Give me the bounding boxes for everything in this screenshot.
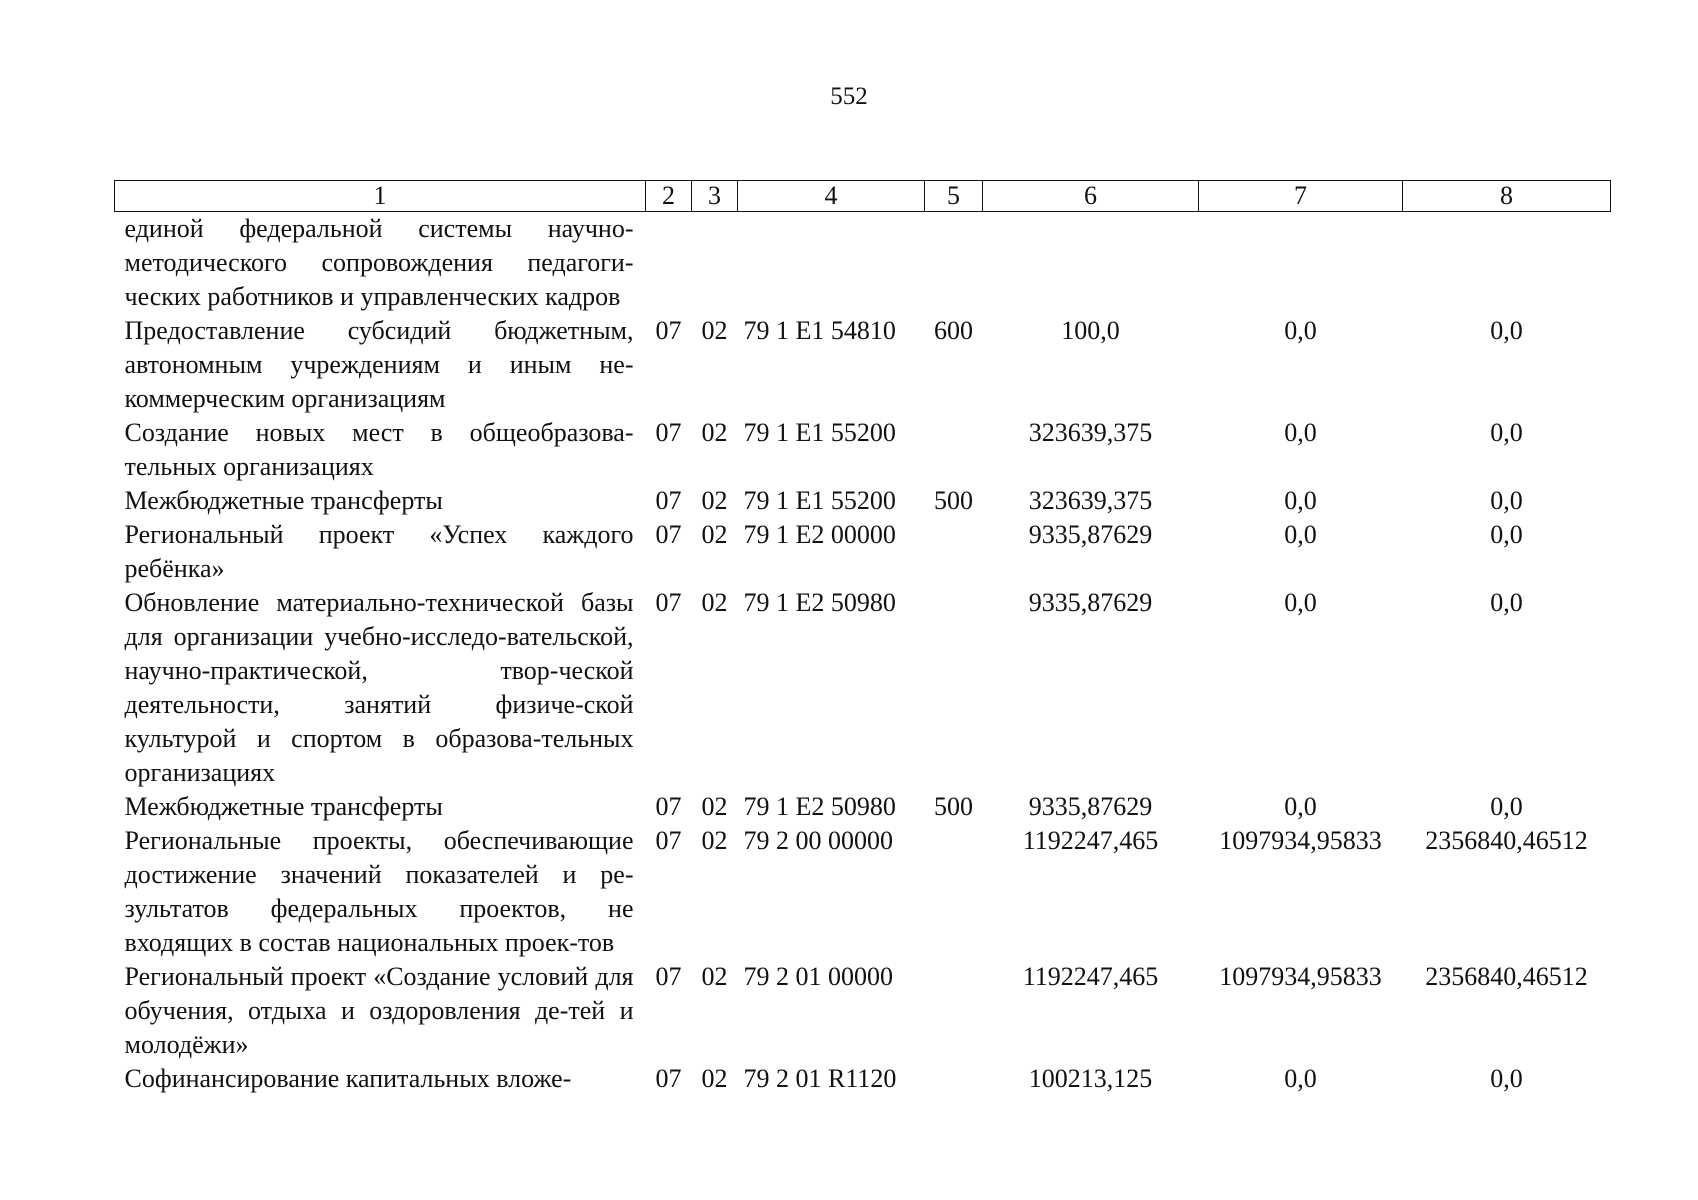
column-header: 1 bbox=[115, 181, 646, 212]
column-header: 3 bbox=[692, 181, 738, 212]
section-code: 07 bbox=[655, 316, 682, 345]
row-name: Создание новых мест в общеобразова-тельных организациях bbox=[124, 418, 634, 481]
section-code: 07 bbox=[655, 792, 682, 821]
subsection-code bbox=[692, 212, 738, 315]
subsection-code: 02 bbox=[701, 588, 728, 617]
expense-type-code: 500 bbox=[934, 792, 973, 821]
amount-col-6: 323639,375 bbox=[1028, 418, 1153, 447]
section-code: 07 bbox=[655, 1064, 682, 1093]
row-name: Обновление материально-технической базы для организации учебно-исследо-вательской, научно-практической, твор-ческой деятельности, занятий физиче-ской культурой и спортом в образова-тельных организациях bbox=[124, 588, 634, 787]
table-row bbox=[115, 212, 1611, 315]
target-article-code: 79 1 E1 55200 bbox=[743, 486, 896, 515]
target-article-code: 79 1 E1 54810 bbox=[743, 316, 896, 345]
expense-type-code bbox=[925, 960, 983, 1062]
subsection-code: 02 bbox=[701, 520, 728, 549]
amount-col-8: 0,0 bbox=[1490, 1064, 1523, 1093]
table-row bbox=[115, 586, 1611, 790]
target-article-code bbox=[738, 212, 925, 315]
row-name: Региональный проект «Создание условий для обучения, отдыха и оздоровления де-тей и молодёжи» bbox=[124, 962, 634, 1059]
subsection-code: 02 bbox=[701, 418, 728, 447]
header-row bbox=[115, 181, 1611, 212]
column-header: 6 bbox=[983, 181, 1199, 212]
section-code: 07 bbox=[655, 520, 682, 549]
amount-col-7: 0,0 bbox=[1284, 520, 1317, 549]
table-row bbox=[115, 824, 1611, 960]
amount-col-6: 9335,87629 bbox=[1028, 792, 1153, 821]
amount-col-6 bbox=[983, 212, 1199, 315]
amount-col-7: 0,0 bbox=[1284, 418, 1317, 447]
amount-col-7: 1097934,95833 bbox=[1219, 962, 1382, 991]
subsection-code: 02 bbox=[701, 1064, 728, 1093]
subsection-code: 02 bbox=[701, 792, 728, 821]
expense-type-code bbox=[925, 1062, 983, 1096]
amount-col-6: 100,0 bbox=[1061, 316, 1120, 345]
amount-col-8: 2356840,46512 bbox=[1425, 826, 1588, 855]
amount-col-7: 0,0 bbox=[1284, 486, 1317, 515]
amount-col-8: 0,0 bbox=[1490, 418, 1523, 447]
row-name: Региональные проекты, обеспечивающие достижение значений показателей и ре-зультатов федеральных проектов, не входящих в состав национальных проек-тов bbox=[124, 826, 634, 957]
target-article-code: 79 1 E1 55200 bbox=[743, 418, 896, 447]
subsection-code: 02 bbox=[701, 486, 728, 515]
section-code: 07 bbox=[655, 588, 682, 617]
row-name: Софинансирование капитальных вложе- bbox=[124, 1064, 572, 1093]
section-code: 07 bbox=[655, 418, 682, 447]
amount-col-8: 0,0 bbox=[1490, 588, 1523, 617]
amount-col-7: 1097934,95833 bbox=[1219, 826, 1382, 855]
amount-col-6: 1192247,465 bbox=[1022, 962, 1159, 991]
amount-col-8: 0,0 bbox=[1490, 520, 1523, 549]
row-name: Межбюджетные трансферты bbox=[124, 792, 443, 821]
amount-col-7 bbox=[1199, 212, 1403, 315]
target-article-code: 79 1 E2 50980 bbox=[743, 792, 896, 821]
row-name: Предоставление субсидий бюджетным, автономным учреждениям и иным не-коммерческим организациям bbox=[124, 316, 634, 413]
amount-col-7: 0,0 bbox=[1284, 792, 1317, 821]
section-code: 07 bbox=[655, 486, 682, 515]
expense-type-code bbox=[925, 518, 983, 586]
amount-col-8 bbox=[1403, 212, 1611, 315]
expense-type-code bbox=[925, 586, 983, 790]
subsection-code: 02 bbox=[701, 962, 728, 991]
budget-table bbox=[114, 180, 1611, 1096]
subsection-code: 02 bbox=[701, 826, 728, 855]
table-body bbox=[115, 212, 1611, 1097]
amount-col-6: 100213,125 bbox=[1028, 1064, 1153, 1093]
amount-col-8: 0,0 bbox=[1490, 792, 1523, 821]
amount-col-6: 9335,87629 bbox=[1028, 520, 1153, 549]
row-name: Региональный проект «Успех каждого ребёнка» bbox=[124, 520, 634, 583]
target-article-code: 79 1 E2 00000 bbox=[743, 520, 896, 549]
expense-type-code bbox=[925, 212, 983, 315]
row-name: Межбюджетные трансферты bbox=[124, 486, 443, 515]
table-row bbox=[115, 518, 1611, 586]
table-row bbox=[115, 484, 1611, 518]
target-article-code: 79 1 E2 50980 bbox=[743, 588, 896, 617]
amount-col-8: 0,0 bbox=[1490, 486, 1523, 515]
table-row bbox=[115, 1062, 1611, 1096]
row-name: единой федеральной системы научно-методического сопровождения педагоги-ческих работников и управленческих кадров bbox=[124, 214, 634, 311]
amount-col-7: 0,0 bbox=[1284, 588, 1317, 617]
amount-col-8: 0,0 bbox=[1490, 316, 1523, 345]
column-header: 2 bbox=[646, 181, 692, 212]
table-row bbox=[115, 790, 1611, 824]
table-row bbox=[115, 416, 1611, 484]
target-article-code: 79 2 01 00000 bbox=[743, 962, 893, 991]
subsection-code: 02 bbox=[701, 316, 728, 345]
amount-col-7: 0,0 bbox=[1284, 316, 1317, 345]
table-header bbox=[115, 181, 1611, 212]
target-article-code: 79 2 00 00000 bbox=[743, 826, 893, 855]
expense-type-code bbox=[925, 416, 983, 484]
amount-col-6: 323639,375 bbox=[1028, 486, 1153, 515]
expense-type-code: 500 bbox=[934, 486, 973, 515]
column-header: 4 bbox=[738, 181, 925, 212]
column-header: 8 bbox=[1403, 181, 1611, 212]
column-header: 7 bbox=[1199, 181, 1403, 212]
amount-col-6: 9335,87629 bbox=[1028, 588, 1153, 617]
expense-type-code: 600 bbox=[934, 316, 973, 345]
column-header: 5 bbox=[925, 181, 983, 212]
amount-col-7: 0,0 bbox=[1284, 1064, 1317, 1093]
section-code: 07 bbox=[655, 962, 682, 991]
section-code bbox=[646, 212, 692, 315]
table-row bbox=[115, 960, 1611, 1062]
amount-col-8: 2356840,46512 bbox=[1425, 962, 1588, 991]
expense-type-code bbox=[925, 824, 983, 960]
amount-col-6: 1192247,465 bbox=[1022, 826, 1159, 855]
section-code: 07 bbox=[655, 826, 682, 855]
target-article-code: 79 2 01 R1120 bbox=[743, 1064, 897, 1093]
page-number: 552 bbox=[830, 83, 868, 110]
table-row bbox=[115, 314, 1611, 416]
